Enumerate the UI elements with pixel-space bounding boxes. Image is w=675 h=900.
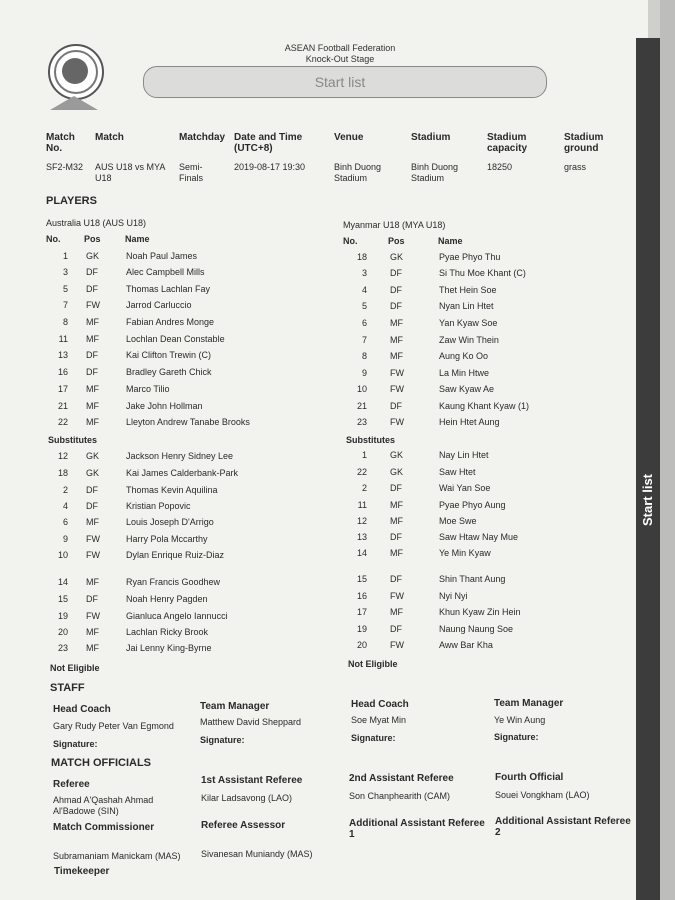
ar2-role: 2nd Assistant Referee — [349, 773, 454, 784]
player-position: MF — [390, 500, 403, 510]
player-name: Nay Lin Htet — [439, 450, 489, 460]
player-row — [46, 577, 326, 593]
staff-sig-1: Signature: — [53, 739, 98, 749]
fourth-official-name: Souei Vongkham (LAO) — [495, 790, 590, 800]
staff-name-3: Soe Myat Min — [351, 715, 407, 725]
player-number: 16 — [356, 591, 367, 601]
player-name: Saw Htaw Nay Mue — [439, 532, 519, 542]
staff-role-3: Head Coach — [351, 699, 409, 710]
player-number: 19 — [356, 624, 367, 634]
player-position: MF — [86, 627, 99, 637]
player-name: Jai Lenny King-Byrne — [126, 643, 212, 653]
player-number: 16 — [57, 367, 68, 377]
player-row — [46, 284, 326, 300]
player-number: 17 — [356, 607, 367, 617]
player-number: 4 — [361, 285, 367, 295]
player-position: MF — [86, 643, 99, 653]
staff-name-2: Matthew David Sheppard — [200, 717, 302, 727]
player-name: Louis Joseph D'Arrigo — [126, 517, 214, 527]
player-name: Thomas Kevin Aquilina — [126, 485, 218, 495]
player-row — [46, 451, 326, 467]
player-position: FW — [86, 300, 100, 310]
page-edge-shadow — [660, 0, 675, 900]
player-name: Fabian Andres Monge — [126, 317, 215, 327]
player-position: DF — [390, 574, 402, 584]
player-name: Gianluca Angelo Iannucci — [126, 611, 228, 621]
player-position: FW — [390, 368, 404, 378]
player-row — [343, 467, 623, 483]
player-name: Alec Campbell Mills — [126, 267, 205, 277]
player-position: DF — [86, 350, 98, 360]
player-name: Harry Pola Mccarthy — [126, 534, 208, 544]
player-number: 21 — [356, 401, 367, 411]
player-row — [46, 334, 326, 350]
player-row — [343, 591, 623, 607]
player-name: Saw Htet — [439, 467, 476, 477]
player-position: DF — [390, 301, 402, 311]
player-row — [46, 485, 326, 501]
ground-header: Stadium ground — [564, 132, 604, 154]
player-row — [46, 534, 326, 550]
player-row — [343, 500, 623, 516]
staff-sig-4: Signature: — [494, 732, 539, 742]
player-position: GK — [390, 252, 404, 262]
player-name: Kai Clifton Trewin (C) — [126, 350, 212, 360]
player-position: GK — [86, 451, 100, 461]
staff-sig-3: Signature: — [351, 733, 396, 743]
player-row — [46, 384, 326, 400]
player-number: 17 — [57, 384, 68, 394]
col-no-home: No. — [46, 234, 61, 244]
col-pos-home: Pos — [84, 234, 101, 244]
player-position: GK — [390, 467, 404, 477]
player-row — [46, 627, 326, 643]
subs-label-away: Substitutes — [346, 435, 396, 445]
player-position: MF — [86, 317, 99, 327]
stadium-value: Binh Duong Stadium — [411, 162, 459, 183]
player-position: DF — [86, 284, 98, 294]
timekeeper-role: Timekeeper — [54, 866, 110, 877]
player-name: Dylan Enrique Ruiz-Diaz — [126, 550, 225, 560]
player-name: Lleyton Andrew Tanabe Brooks — [126, 417, 250, 427]
ground-value: grass — [564, 162, 587, 172]
player-number: 22 — [356, 467, 367, 477]
player-name: Naung Naung Soe — [439, 624, 514, 634]
player-name: Kaung Khant Kyaw (1) — [439, 401, 530, 411]
capacity-header: Stadium capacity — [487, 132, 528, 154]
fourth-official-role: Fourth Official — [495, 772, 564, 783]
matchday-header: Matchday — [179, 132, 226, 143]
player-number: 9 — [62, 534, 68, 544]
aff-logo — [48, 44, 104, 100]
player-row — [343, 532, 623, 548]
staff-sig-2: Signature: — [200, 735, 245, 745]
player-position: FW — [390, 384, 404, 394]
stadium-header: Stadium — [411, 132, 451, 143]
player-number: 12 — [57, 451, 68, 461]
assessor-name: Sivanesan Muniandy (MAS) — [201, 849, 313, 859]
player-name: Ye Min Kyaw — [439, 548, 491, 558]
player-row — [343, 548, 623, 564]
match-value: AUS U18 vs MYA U18 — [95, 162, 165, 183]
player-name: Lachlan Ricky Brook — [126, 627, 209, 637]
player-position: DF — [390, 268, 402, 278]
player-number: 20 — [57, 627, 68, 637]
player-name: Pyae Phyo Aung — [439, 500, 506, 510]
player-row — [46, 267, 326, 283]
staff-role-1: Head Coach — [53, 704, 111, 715]
player-number: 13 — [57, 350, 68, 360]
player-position: GK — [86, 468, 100, 478]
aar1-role: Additional Assistant Referee 1 — [349, 818, 485, 840]
player-number: 5 — [361, 301, 367, 311]
match-header: Match — [95, 132, 124, 143]
player-position: DF — [390, 483, 402, 493]
player-row — [343, 351, 623, 367]
player-row — [46, 611, 326, 627]
player-row — [46, 350, 326, 366]
staff-name-1: Gary Rudy Peter Van Egmond — [53, 721, 174, 731]
player-name: Jackson Henry Sidney Lee — [126, 451, 234, 461]
player-number: 15 — [57, 594, 68, 604]
col-name-home: Name — [125, 234, 150, 244]
player-position: DF — [390, 401, 402, 411]
player-number: 10 — [57, 550, 68, 560]
player-name: Lochlan Dean Constable — [126, 334, 225, 344]
col-pos-away: Pos — [388, 236, 405, 246]
player-row — [343, 483, 623, 499]
federation-name: ASEAN Football Federation — [284, 43, 396, 53]
player-number: 8 — [62, 317, 68, 327]
player-row — [46, 517, 326, 533]
player-row — [343, 335, 623, 351]
player-number: 14 — [57, 577, 68, 587]
aar2-role: Additional Assistant Referee 2 — [495, 816, 631, 838]
match-no-header: Match No. — [46, 132, 75, 154]
player-name: Moe Swe — [439, 516, 477, 526]
player-position: MF — [86, 417, 99, 427]
capacity-value: 18250 — [487, 162, 513, 172]
player-number: 18 — [356, 252, 367, 262]
player-row — [343, 285, 623, 301]
ar1-name: Kilar Ladsavong (LAO) — [201, 793, 293, 803]
player-number: 12 — [356, 516, 367, 526]
subs-label-home: Substitutes — [48, 435, 98, 445]
matchday-value: Semi-Finals — [179, 162, 204, 183]
player-number: 13 — [356, 532, 367, 542]
player-position: MF — [390, 607, 403, 617]
player-row — [343, 268, 623, 284]
player-position: FW — [86, 534, 100, 544]
player-number: 15 — [356, 574, 367, 584]
player-position: FW — [86, 550, 100, 560]
player-position: MF — [390, 351, 403, 361]
player-position: MF — [390, 335, 403, 345]
commissioner-name: Subramaniam Manickam (MAS) — [53, 851, 181, 861]
player-row — [343, 607, 623, 623]
player-position: GK — [390, 450, 404, 460]
col-name-away: Name — [438, 236, 463, 246]
player-number: 7 — [62, 300, 68, 310]
player-number: 14 — [356, 548, 367, 558]
player-row — [343, 640, 623, 656]
player-position: DF — [390, 532, 402, 542]
not-eligible-home: Not Eligible — [50, 663, 100, 673]
player-position: FW — [390, 417, 404, 427]
ar1-role: 1st Assistant Referee — [201, 775, 303, 786]
officials-title: MATCH OFFICIALS — [51, 757, 152, 769]
player-row — [46, 417, 326, 433]
side-tab-bar — [636, 38, 660, 900]
player-number: 19 — [57, 611, 68, 621]
player-number: 2 — [62, 485, 68, 495]
player-row — [46, 643, 326, 659]
player-number: 3 — [361, 268, 367, 278]
player-row — [46, 594, 326, 610]
col-no-away: No. — [343, 236, 358, 246]
player-number: 23 — [356, 417, 367, 427]
venue-header: Venue — [334, 132, 364, 143]
player-number: 11 — [58, 334, 68, 344]
player-number: 23 — [57, 643, 68, 653]
team-name-home: Australia U18 (AUS U18) — [46, 218, 147, 228]
player-name: Ryan Francis Goodhew — [126, 577, 221, 587]
player-name: Jarrod Carluccio — [126, 300, 192, 310]
player-name: Yan Kyaw Soe — [439, 318, 498, 328]
player-number: 20 — [356, 640, 367, 650]
player-row — [343, 624, 623, 640]
player-name: Saw Kyaw Ae — [439, 384, 495, 394]
player-number: 7 — [361, 335, 367, 345]
player-row — [343, 450, 623, 466]
player-number: 3 — [62, 267, 68, 277]
staff-title: STAFF — [50, 682, 85, 694]
player-position: DF — [86, 367, 98, 377]
player-position: FW — [390, 640, 404, 650]
not-eligible-away: Not Eligible — [348, 659, 398, 669]
date-time-header: Date and Time (UTC+8) — [234, 132, 303, 154]
player-row — [46, 401, 326, 417]
player-number: 22 — [57, 417, 68, 427]
ar2-name: Son Chanphearith (CAM) — [349, 791, 451, 801]
player-number: 1 — [361, 450, 367, 460]
player-name: Shin Thant Aung — [439, 574, 506, 584]
player-position: FW — [390, 591, 404, 601]
staff-role-4: Team Manager — [494, 698, 564, 709]
player-position: GK — [86, 251, 100, 261]
player-row — [343, 318, 623, 334]
player-position: MF — [86, 334, 99, 344]
assessor-role: Referee Assessor — [201, 820, 286, 831]
player-name: Thet Hein Soe — [439, 285, 497, 295]
players-title: PLAYERS — [46, 195, 97, 207]
player-row — [46, 501, 326, 517]
player-position: DF — [86, 594, 98, 604]
player-number: 1 — [62, 251, 68, 261]
staff-name-4: Ye Win Aung — [494, 715, 546, 725]
player-name: Noah Paul James — [126, 251, 198, 261]
player-number: 6 — [62, 517, 68, 527]
player-name: Noah Henry Pagden — [126, 594, 208, 604]
player-name: Khun Kyaw Zin Hein — [439, 607, 521, 617]
player-number: 21 — [57, 401, 68, 411]
commissioner-role: Match Commissioner — [53, 822, 155, 833]
player-row — [343, 417, 623, 433]
player-number: 8 — [361, 351, 367, 361]
player-row — [46, 251, 326, 267]
player-name: Aww Bar Kha — [439, 640, 493, 650]
player-row — [343, 301, 623, 317]
player-name: Nyan Lin Htet — [439, 301, 494, 311]
player-name: Kristian Popovic — [126, 501, 191, 511]
player-position: FW — [86, 611, 100, 621]
player-number: 11 — [357, 500, 367, 510]
player-position: DF — [86, 267, 98, 277]
player-position: DF — [390, 624, 402, 634]
referee-role: Referee — [53, 779, 90, 790]
player-name: Kai James Calderbank-Park — [126, 468, 239, 478]
player-name: Wai Yan Soe — [439, 483, 491, 493]
team-name-away: Myanmar U18 (MYA U18) — [343, 220, 446, 230]
match-no-value: SF2-M32 — [46, 162, 84, 172]
player-number: 5 — [62, 284, 68, 294]
player-number: 10 — [356, 384, 367, 394]
player-position: DF — [390, 285, 402, 295]
player-position: MF — [390, 318, 403, 328]
player-number: 2 — [361, 483, 367, 493]
player-row — [46, 300, 326, 316]
stage-name: Knock-Out Stage — [305, 54, 375, 64]
player-name: Hein Htet Aung — [439, 417, 500, 427]
player-name: Pyae Phyo Thu — [439, 252, 501, 262]
player-name: Nyi Nyi — [439, 591, 468, 601]
player-name: Jake John Hollman — [126, 401, 203, 411]
player-position: MF — [390, 548, 403, 558]
venue-value: Binh Duong Stadium — [334, 162, 382, 183]
player-position: MF — [390, 516, 403, 526]
player-name: Zaw Win Thein — [439, 335, 499, 345]
player-position: DF — [86, 485, 98, 495]
player-name: Marco Tilio — [126, 384, 170, 394]
player-name: Thomas Lachlan Fay — [126, 284, 211, 294]
player-row — [46, 367, 326, 383]
player-number: 6 — [361, 318, 367, 328]
document-title: Start list — [314, 74, 366, 90]
player-name: Bradley Gareth Chick — [126, 367, 212, 377]
player-position: MF — [86, 577, 99, 587]
player-row — [46, 468, 326, 484]
referee-name: Ahmad A'Qashah Ahmad Al'Badowe (SIN) — [53, 795, 154, 816]
player-name: Si Thu Moe Khant (C) — [439, 268, 526, 278]
player-row — [343, 368, 623, 384]
player-name: La Min Htwe — [439, 368, 490, 378]
date-time-value: 2019-08-17 19:30 — [234, 162, 306, 172]
player-name: Aung Ko Oo — [439, 351, 489, 361]
player-position: DF — [86, 501, 98, 511]
player-position: MF — [86, 517, 99, 527]
player-row — [343, 516, 623, 532]
player-row — [343, 574, 623, 590]
side-tab-label: Start list — [640, 474, 655, 527]
player-number: 9 — [361, 368, 367, 378]
player-position: MF — [86, 384, 99, 394]
staff-role-2: Team Manager — [200, 701, 270, 712]
player-row — [343, 252, 623, 268]
player-row — [46, 317, 326, 333]
player-position: MF — [86, 401, 99, 411]
player-row — [343, 401, 623, 417]
player-number: 4 — [62, 501, 68, 511]
player-row — [343, 384, 623, 400]
player-row — [46, 550, 326, 566]
player-number: 18 — [57, 468, 68, 478]
